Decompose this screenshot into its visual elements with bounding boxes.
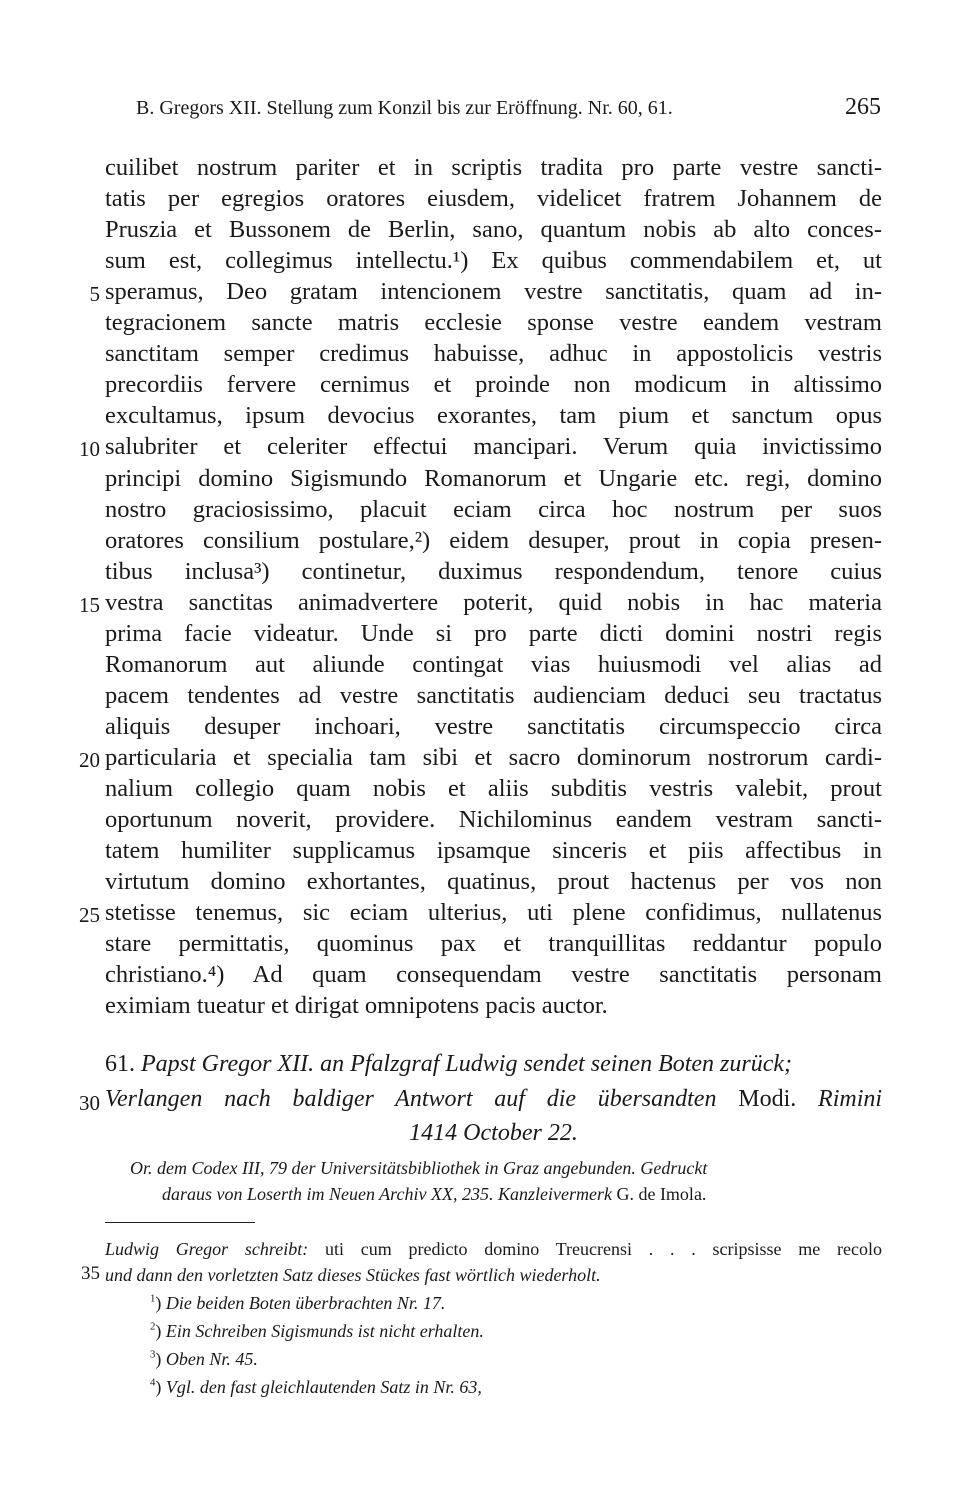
body-line: sanctitam semper credimus habuisse, adhuc in appostolicis vestris [105,340,882,368]
body-line: aliquis desuper inchoari, vestre sanctitatis circumspeccio circa [105,712,882,740]
apparatus-line-1: Ludwig Gregor schreibt: uti cum predicto domino Treucrensi . . . scripsisse me recolo [105,1239,882,1259]
footnote-text: Die beiden Boten überbrachten Nr. 17. [165,1293,446,1313]
running-title: B. Gregors XII. Stellung zum Konzil bis zur Eröffnung. Nr. 60, 61. [136,97,673,119]
footnote-mark: 3 [150,1348,156,1361]
footnote-mark: 1 [150,1292,156,1305]
footnote [150,1374,482,1400]
body-line: nostro graciosissimo, placuit eciam circa hoc nostrum per suos [105,495,882,523]
footnote-mark: 4 [150,1376,156,1389]
body-line: speramus, Deo gratam intencionem vestre sanctitatis, quam ad in- [105,278,882,306]
body-line: precordiis fervere cernimus et proinde non modicum in altissimo [105,371,882,399]
line-number: 20 [79,747,100,772]
footnote-text: Oben Nr. 45. [165,1349,258,1369]
footnote-paren: ) [155,1349,166,1369]
document-title-line-1 [105,1049,882,1080]
body-line: stare permittatis, quominus pax et tranquillitas reddantur populo [105,930,882,958]
body-line: tibus inclusa³) continetur, duximus respondendum, tenore cuius [105,557,882,585]
body-line: Romanorum aut aliunde contingat vias huiusmodi vel alias ad [105,650,882,678]
apparatus-line-2: und dann den vorletzten Satz dieses Stückes fast wörtlich wiederholt. [105,1265,601,1285]
footnote [150,1290,445,1316]
body-line: tatem humiliter supplicamus ipsamque sinceris et piis affectibus in [105,837,882,865]
document-title-line-2: Verlangen nach baldiger Antwort auf die übersandten Modi. Rimini [105,1086,883,1112]
footnote-text: Vgl. den fast gleichlautenden Satz in Nr. 63, [165,1377,482,1397]
body-line: cuilibet nostrum pariter et in scriptis tradita pro parte vestre sancti- [105,154,882,181]
source-line-1: Or. dem Codex III, 79 der Universitätsbibliothek in Graz angebunden. Gedruckt [130,1158,708,1178]
footnote-text: Ein Schreiben Sigismunds ist nicht erhalten. [165,1321,484,1341]
line-number: 10 [79,437,100,462]
body-line: eximiam tueatur et dirigat omnipotens pacis auctor. [105,992,608,1020]
footnote-divider [105,1222,255,1223]
body-line: stetisse tenemus, sic eciam ulterius, uti plene confidimus, nullatenus [105,899,882,927]
body-line: sum est, collegimus intellectu.¹) Ex quibus commendabilem et, ut [105,247,882,275]
line-number: 15 [79,592,100,617]
body-line: particularia et specialia tam sibi et sacro dominorum nostrorum cardi- [105,743,882,771]
body-line: oportunum noverit, providere. Nichilominus eandem vestram sancti- [105,806,882,834]
footnote [150,1346,258,1372]
line-number: 25 [79,903,100,928]
body-line: nalium collegio quam nobis et aliis subditis vestris valebit, prout [105,775,882,802]
body-line: virtutum domino exhortantes, quatinus, prout hactenus per vos non [105,868,882,896]
body-line: vestra sanctitas animadvertere poterit, quid nobis in hac materia [105,588,882,616]
body-line: christiano.⁴) Ad quam consequendam vestre sanctitatis personam [105,961,882,989]
line-number-30: 30 [79,1091,100,1115]
footnote-mark: 2 [150,1320,156,1333]
body-line: tegracionem sancte matris ecclesie sponse vestre eandem vestram [105,309,882,337]
footnote-paren: ) [155,1293,166,1313]
document-title: Papst Gregor XII. an Pfalzgraf Ludwig sendet seinen Boten zurück; [141,1051,793,1077]
body-line: excultamus, ipsum devocius exorantes, tam pium et sanctum opus [105,402,882,430]
source-line-2: daraus von Loserth im Neuen Archiv XX, 235. Kanzleivermerk G. de Imola. [162,1184,707,1204]
body-line: principi domino Sigismundo Romanorum et Ungarie etc. regi, domino [105,464,882,492]
footnote-paren: ) [155,1321,166,1341]
running-header [136,94,881,121]
line-number: 5 [89,282,100,307]
document-date: 1414 October 22. [409,1120,578,1146]
footnote [150,1318,484,1344]
body-line: salubriter et celeriter effectui mancipari. Verum quia invictissimo [105,433,882,461]
body-line: tatis per egregios oratores eiusdem, videlicet fratrem Johannem de [105,185,882,213]
body-line: Pruszia et Bussonem de Berlin, sano, quantum nobis ab alto conces- [105,216,882,244]
body-line: oratores consilium postulare,²) eidem desuper, prout in copia presen- [105,526,882,554]
line-number-35: 35 [81,1263,100,1284]
body-line: prima facie videatur. Unde si pro parte dicti domini nostri regis [105,619,882,647]
footnote-paren: ) [155,1377,166,1397]
page-number: 265 [845,94,881,120]
body-line: pacem tendentes ad vestre sanctitatis audienciam deduci seu tractatus [105,681,882,709]
document-number: 61. [105,1051,135,1077]
